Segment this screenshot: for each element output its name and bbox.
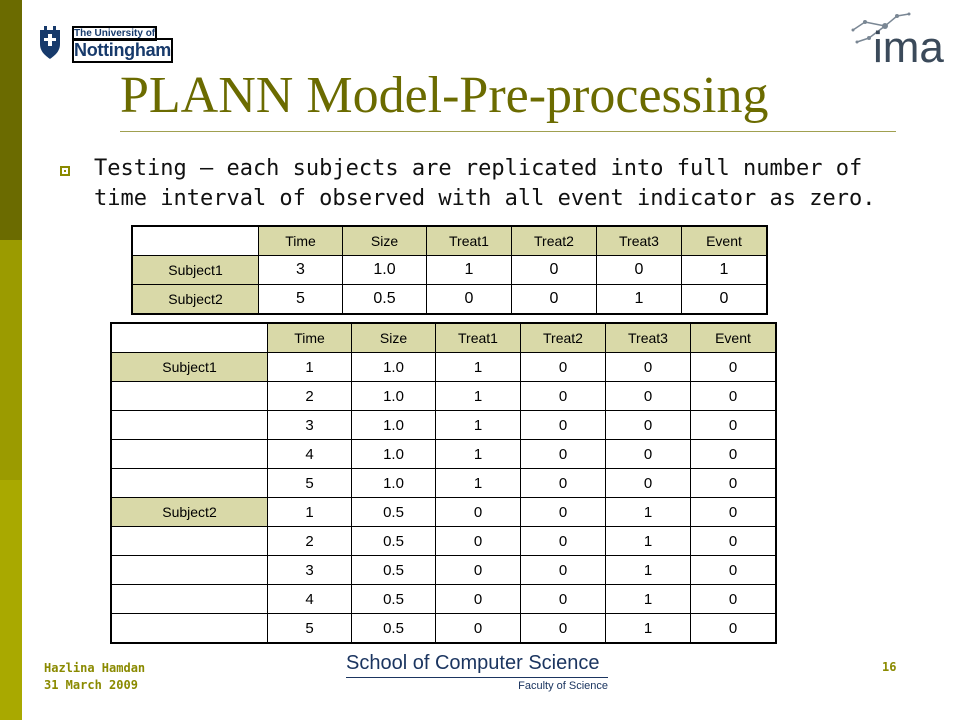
row-label (111, 527, 268, 556)
table-row (111, 498, 776, 527)
table-cell: 4 (268, 585, 352, 614)
table-header-row (132, 226, 767, 256)
table-cell: 1.0 (352, 411, 436, 440)
table-cell: 0 (606, 440, 691, 469)
table-cell: 0.5 (352, 556, 436, 585)
row-label (111, 469, 268, 498)
table-header-cell: Treat2 (521, 323, 606, 353)
table-header-cell: Treat1 (427, 226, 512, 256)
nottingham-logo (38, 24, 218, 64)
table-cell: 0 (606, 469, 691, 498)
table-row (111, 382, 776, 411)
row-label (111, 585, 268, 614)
table-header-cell: Time (268, 323, 352, 353)
table-cell: 1 (436, 440, 521, 469)
table-cell: 0.5 (352, 585, 436, 614)
table-cell: 1 (597, 285, 682, 315)
table-cell: 0 (521, 382, 606, 411)
table-cell: 1.0 (352, 440, 436, 469)
row-label: Subject1 (132, 256, 259, 285)
table-row (111, 469, 776, 498)
side-bar-top (0, 0, 22, 240)
table-cell: 0 (691, 440, 777, 469)
table-cell: 1 (436, 353, 521, 382)
square-bullet-icon (60, 166, 70, 176)
table-cell: 0 (691, 469, 777, 498)
row-label (111, 556, 268, 585)
table-cell: 0 (521, 440, 606, 469)
table-cell: 0 (682, 285, 768, 315)
table-cell: 0 (427, 285, 512, 315)
table-header-cell: Event (682, 226, 768, 256)
table-cell: 0 (691, 498, 777, 527)
row-label (111, 614, 268, 644)
table-cell: 0 (512, 285, 597, 315)
table-cell: 1 (606, 527, 691, 556)
table-cell: 0 (521, 411, 606, 440)
table-cell: 1 (606, 556, 691, 585)
table-cell: 0 (521, 585, 606, 614)
table-cell: 0.5 (343, 285, 427, 315)
footer-author-block (44, 660, 145, 694)
table-cell: 0.5 (352, 614, 436, 644)
table-cell: 0 (521, 498, 606, 527)
table-cell: 0 (436, 556, 521, 585)
table-cell: 0.5 (352, 498, 436, 527)
table-cell: 0 (512, 256, 597, 285)
logo-line-1: The University of (74, 28, 156, 39)
school-logo (346, 652, 608, 692)
table-cell: 0 (521, 469, 606, 498)
table-cell: 0 (606, 382, 691, 411)
table-header-cell: Treat2 (512, 226, 597, 256)
table-cell: 0 (597, 256, 682, 285)
table-row (132, 285, 767, 315)
table-cell: 0 (606, 411, 691, 440)
faculty-name: Faculty of Science (518, 680, 608, 692)
table-cell: 2 (268, 382, 352, 411)
table-cell: 0 (436, 585, 521, 614)
row-label: Subject2 (132, 285, 259, 315)
table-cell: 4 (268, 440, 352, 469)
table-cell: 1 (606, 614, 691, 644)
table-cell: 0 (606, 353, 691, 382)
table-cell: 3 (268, 411, 352, 440)
table-row (111, 527, 776, 556)
table-cell: 0 (521, 527, 606, 556)
table-header-cell: Event (691, 323, 777, 353)
table-cell: 5 (259, 285, 343, 315)
table-header-row (111, 323, 776, 353)
table-cell: 0 (691, 614, 777, 644)
table-cell: 0 (691, 527, 777, 556)
side-bar-middle (0, 240, 22, 480)
side-bar-bottom (0, 480, 22, 720)
table-cell: 0 (691, 382, 777, 411)
table-cell: 1 (427, 256, 512, 285)
table-cell: 1 (268, 498, 352, 527)
title-rule (120, 131, 896, 132)
table-cell: 0 (436, 527, 521, 556)
summary-table (131, 225, 768, 315)
table-header-cell: Size (352, 323, 436, 353)
row-label: Subject2 (111, 498, 268, 527)
table-cell: 1.0 (352, 353, 436, 382)
row-label (111, 411, 268, 440)
table-cell: 2 (268, 527, 352, 556)
table-cell: 1.0 (352, 382, 436, 411)
table-row (111, 353, 776, 382)
table-cell: 5 (268, 469, 352, 498)
table-cell: 0 (521, 614, 606, 644)
table-header-cell (111, 323, 268, 353)
table-cell: 0 (436, 498, 521, 527)
row-label (111, 440, 268, 469)
table-cell: 3 (259, 256, 343, 285)
table-header-cell: Treat3 (597, 226, 682, 256)
table-row (111, 614, 776, 644)
table-cell: 0 (436, 614, 521, 644)
table-cell: 1 (436, 411, 521, 440)
table-cell: 3 (268, 556, 352, 585)
table-row (111, 556, 776, 585)
table-cell: 0 (691, 556, 777, 585)
table-cell: 0.5 (352, 527, 436, 556)
footer-date: 31 March 2009 (44, 678, 138, 692)
table-header-cell (132, 226, 259, 256)
table-cell: 1 (682, 256, 768, 285)
table-cell: 1.0 (352, 469, 436, 498)
logo-line-2: Nottingham (72, 38, 173, 63)
table-cell: 0 (691, 411, 777, 440)
table-header-cell: Treat3 (606, 323, 691, 353)
ima-logo (845, 12, 945, 72)
table-cell: 1 (606, 498, 691, 527)
page-number: 16 (882, 660, 897, 674)
row-label (111, 382, 268, 411)
table-cell: 0 (691, 353, 777, 382)
table-cell: 0 (521, 353, 606, 382)
table-cell: 1 (436, 382, 521, 411)
table-cell: 1 (436, 469, 521, 498)
table-header-cell: Time (259, 226, 343, 256)
slide-title: PLANN Model-Pre-processing (120, 67, 769, 124)
table-header-cell: Treat1 (436, 323, 521, 353)
table-cell: 1 (606, 585, 691, 614)
table-row (111, 585, 776, 614)
footer-author: Hazlina Hamdan (44, 661, 146, 675)
table-row (111, 411, 776, 440)
expanded-table (110, 322, 777, 644)
table-header-cell: Size (343, 226, 427, 256)
table-cell: 1 (268, 353, 352, 382)
ima-logo-text: ima (873, 23, 944, 72)
row-label: Subject1 (111, 353, 268, 382)
table-row (132, 256, 767, 285)
table-cell: 0 (691, 585, 777, 614)
table-cell: 5 (268, 614, 352, 644)
university-crest-icon (38, 26, 62, 60)
table-row (111, 440, 776, 469)
table-cell: 1.0 (343, 256, 427, 285)
table-cell: 0 (521, 556, 606, 585)
school-name: School of Computer Science (346, 652, 608, 678)
bullet-text: Testing – each subjects are replicated into full number of time interval of observed with all event indicator as zero. (94, 156, 876, 211)
